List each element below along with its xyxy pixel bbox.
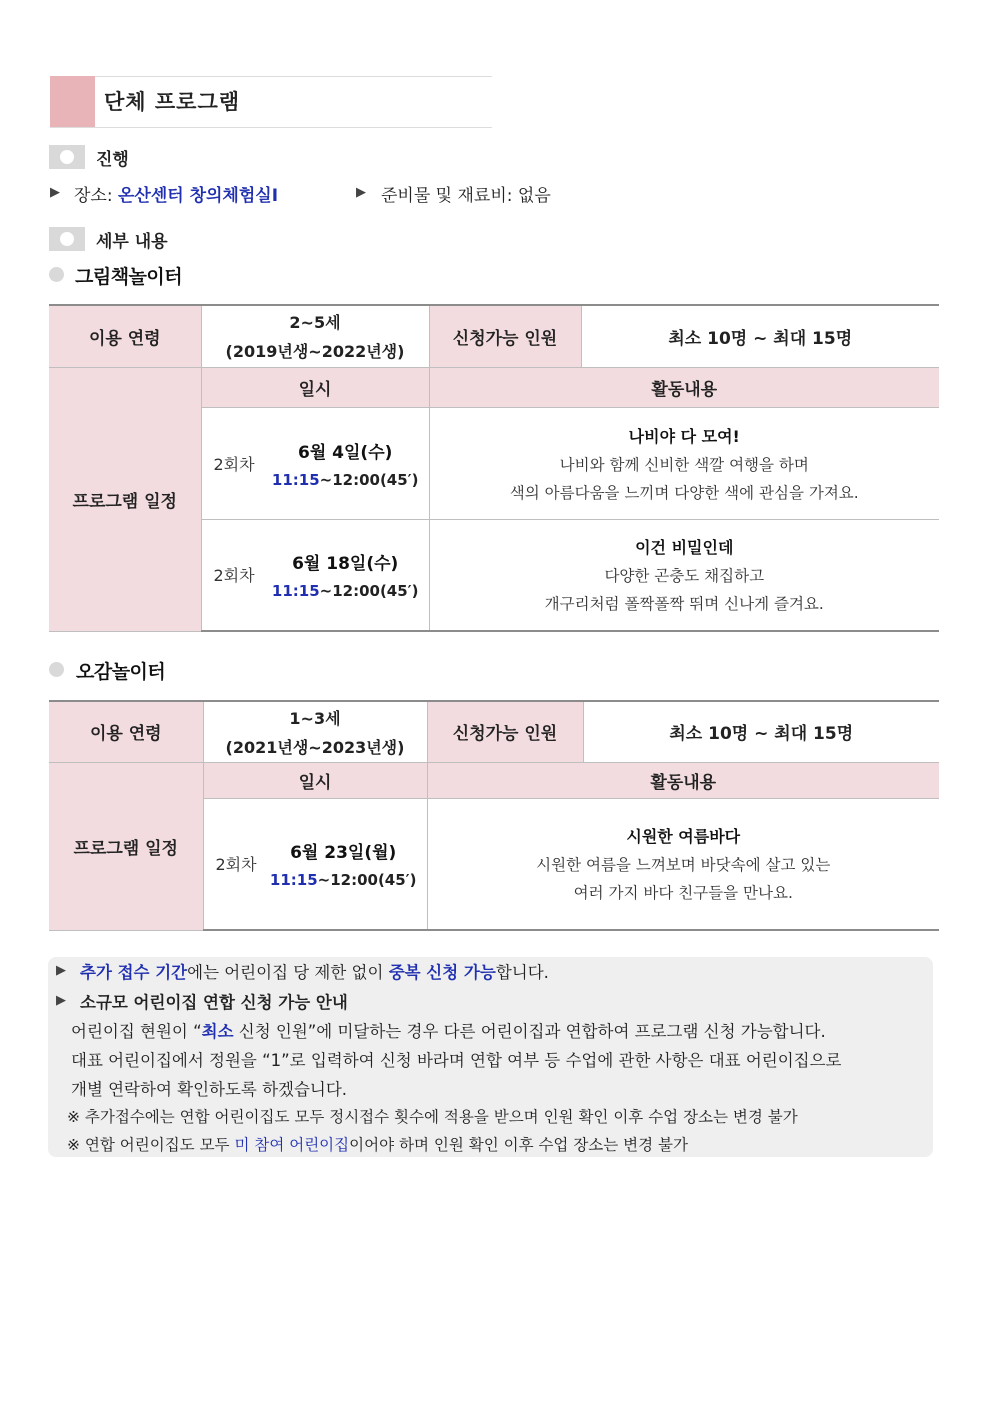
triangle-bullet-icon: ▶ <box>356 185 366 200</box>
datetime-header: 일시 <box>201 367 429 407</box>
notice-highlight: 중복 신청 가능 <box>388 963 496 982</box>
notice-line: 개별 연락하여 확인하도록 하겠습니다. <box>71 1080 348 1099</box>
datetime-header: 일시 <box>203 762 427 798</box>
activity-header: 활동내용 <box>429 367 939 407</box>
session-time <box>272 471 419 489</box>
capacity-label-cell: 신청가능 인원 <box>429 305 581 367</box>
session-date: 6월 23일(월) <box>290 843 397 864</box>
capacity-label-cell: 신청가능 인원 <box>427 701 583 762</box>
activity-title: 이건 비밀인데 <box>635 538 734 558</box>
notice-line <box>71 1018 826 1042</box>
notice-highlight: 추가 접수 기간 <box>80 963 188 982</box>
session-number: 2회차 <box>213 566 255 586</box>
section-bullet-icon <box>49 145 85 169</box>
session-time-start: 11:15 <box>269 871 318 890</box>
section-bullet-icon <box>49 227 85 251</box>
materials-info: 준비물 및 재료비: 없음 <box>381 186 551 206</box>
session-time-start: 11:15 <box>271 470 320 489</box>
activity-line: 여러 가지 바다 친구들을 만나요. <box>573 884 793 903</box>
location-info <box>74 181 278 206</box>
triangle-bullet-icon: ▶ <box>56 963 66 978</box>
age-value-cell <box>201 305 429 367</box>
session-number: 2회차 <box>215 855 257 875</box>
activity-line: 시원한 여름을 느껴보며 바닷속에 살고 있는 <box>536 856 831 875</box>
section-label-details: 세부 내용 <box>96 232 168 252</box>
section-label-progress: 진행 <box>96 150 129 170</box>
notice-text: 합니다. <box>495 963 549 982</box>
session-time <box>272 582 419 600</box>
age-label-cell: 이용 연령 <box>49 305 201 367</box>
notice-text: 신청 인원”에 미달하는 경우 다른 어린이집과 연합하여 프로그램 신청 가능합니다. <box>233 1022 826 1041</box>
triangle-bullet-icon: ▶ <box>56 993 66 1008</box>
location-value: 온산센터 창의체험실Ⅰ <box>117 186 279 206</box>
session-datetime-cell <box>203 798 427 930</box>
session-activity-cell <box>427 798 939 930</box>
age-birth-years: (2019년생~2022년생) <box>225 342 405 362</box>
session-activity-cell <box>429 407 939 519</box>
circle-bullet-icon <box>49 662 64 677</box>
session-date: 6월 4일(수) <box>298 442 393 463</box>
session-datetime-cell <box>201 407 429 519</box>
notice-highlight: 최소 <box>201 1022 234 1041</box>
notice-text: ※ 연합 어린이집도 모두 <box>67 1136 235 1154</box>
session-activity-cell <box>429 519 939 631</box>
notice-line: 대표 어린이집에서 정원을 “1”로 입력하여 신청 바라며 연합 여부 등 수업에 관한 사항은 대표 어린이집으로 <box>71 1051 842 1070</box>
session-time <box>270 871 417 889</box>
session-time-end: ~12:00(45′) <box>319 470 419 489</box>
capacity-value-cell: 최소 10명 ~ 최대 15명 <box>581 305 939 367</box>
schedule-label-cell: 프로그램 일정 <box>49 367 201 631</box>
session-time-end: ~12:00(45′) <box>319 582 419 601</box>
page-title: 단체 프로그램 <box>104 90 241 114</box>
circle-bullet-icon <box>49 267 64 282</box>
activity-line: 다양한 곤충도 채집하고 <box>604 567 765 586</box>
session-datetime-cell <box>201 519 429 631</box>
program-name-sensory: 오감놀이터 <box>76 661 166 683</box>
activity-title: 나비야 다 모여! <box>628 426 740 446</box>
program-table-picturebook <box>49 304 939 632</box>
session-number: 2회차 <box>213 454 255 474</box>
activity-line: 색의 아름다움을 느끼며 다양한 색에 관심을 가져요. <box>509 483 859 502</box>
activity-title: 시원한 여름바다 <box>626 827 741 847</box>
title-accent-block <box>50 76 95 127</box>
session-time-end: ~12:00(45′) <box>317 871 417 890</box>
notice-heading-joint: 소규모 어린이집 연합 신청 가능 안내 <box>80 993 348 1012</box>
program-name-picturebook: 그림책놀이터 <box>75 266 183 288</box>
age-range: 1~3세 <box>289 708 341 728</box>
notice-note <box>67 1133 688 1155</box>
activity-line: 나비와 함께 신비한 색깔 여행을 하며 <box>559 455 809 474</box>
age-value-cell <box>203 701 427 762</box>
notice-highlight: 미 참여 어린이집 <box>234 1136 350 1154</box>
age-birth-years: (2021년생~2023년생) <box>225 737 405 757</box>
age-range: 2~5세 <box>289 313 341 333</box>
schedule-label-cell: 프로그램 일정 <box>49 762 203 930</box>
program-table-sensory <box>49 700 939 931</box>
notice-line-extra-period <box>80 959 549 983</box>
location-label: 장소: <box>74 186 118 206</box>
notice-text: 에는 어린이집 당 제한 없이 <box>187 963 389 982</box>
age-label-cell: 이용 연령 <box>49 701 203 762</box>
capacity-value-cell: 최소 10명 ~ 최대 15명 <box>583 701 939 762</box>
session-date: 6월 18일(수) <box>292 554 399 575</box>
notice-note: ※ 추가접수에는 연합 어린이집도 모두 정시접수 횟수에 적용을 받으며 인원 확인 이후 수업 장소는 변경 불가 <box>67 1108 798 1126</box>
activity-line: 개구리처럼 폴짝폴짝 뛰며 신나게 즐겨요. <box>544 595 824 614</box>
notice-text: 이어야 하며 인원 확인 이후 수업 장소는 변경 불가 <box>349 1136 689 1154</box>
activity-header: 활동내용 <box>427 762 939 798</box>
triangle-bullet-icon: ▶ <box>50 185 60 200</box>
notice-text: 어린이집 현원이 “ <box>71 1022 202 1041</box>
session-time-start: 11:15 <box>271 582 320 601</box>
